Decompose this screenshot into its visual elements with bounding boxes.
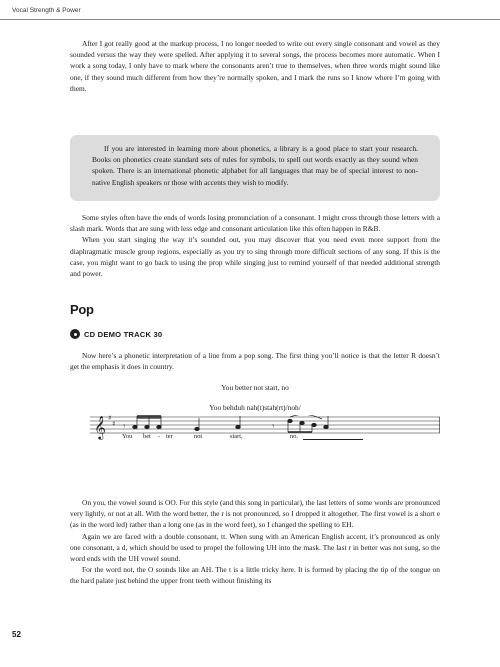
svg-text:𝄾: 𝄾 [272,422,275,432]
lyric-syllable: ter [166,433,173,440]
example-phonetic-line: Yoo behduh nah(t)stah(rt)/noh/ [209,403,301,412]
callout-text: If you are interested in learning more about phonetics, a library is a good place to start your research. Books on phonetics create standard sets of rules for symbols, to spell out words exactly as they sound when spoken. There is an international phonetic alphabet for all languages that may be of special interest to non-native English speakers or those with accents they wish to modify. [92,144,418,187]
cd-demo-label: CD DEMO TRACK 30 [84,329,163,339]
music-staff [90,415,440,475]
lyric-syllable: bet [143,433,151,440]
svg-text:𝄞: 𝄞 [94,415,106,439]
svg-text:♯: ♯ [112,420,116,428]
melisma-line [303,439,363,440]
cd-icon [70,329,80,339]
beamed-notes [133,416,161,429]
lyric-syllable: not [194,433,203,440]
cd-demo-track [70,329,162,339]
lyric-syllable: - [158,433,161,440]
svg-text:♯: ♯ [108,415,112,422]
paragraph: For the word not, the O sounds like an AH. The t is a little tricky here. It is formed by placing the tip of the tongue on the hard palate just behind the upper front teeth without finishing its [70,565,440,586]
example-lyric-line: You better not start, no [221,383,289,392]
lyric-syllable: You [122,433,133,440]
section-title: Pop [70,302,94,317]
rest-icon [123,422,126,432]
running-head: Vocal Strength & Power [12,7,81,14]
quarter-note [236,416,240,429]
paragraph-block-bottom [70,497,440,587]
paragraph: After I got really good at the markup process, I no longer needed to write out every single consonant and vowel as they sounded versus the way they were spelled. After applying it to several songs, the process becomes more automatic. When I work a song today, I only have to mark where the consonants aren’t true to themselves, when three words might sound like one, if they sound much different from how they’re normally spoken, and I mark the runs so I know where I’m going with them. [70,39,440,93]
lyric-syllable: no. [290,433,298,440]
music-lyrics [90,433,440,443]
callout-box [70,135,440,201]
page-number: 52 [12,630,21,639]
paragraph: Again we are faced with a double consonant, tt. When sung with an American English accent, it’s pronounced as only one consonant, a d, which should be used to propel the following UH into the mask. The last r in better was not sung, so the word ends with the UH vowel sound. [70,531,440,564]
rest-icon [272,422,275,432]
paragraph-block-intro [70,350,440,372]
paragraph-block-top [70,38,440,94]
slurred-notes [288,415,328,432]
paragraph: Now here’s a phonetic interpretation of a line from a pop song. The first thing you’ll notice is that the letter R doesn’t get the emphasis it does in country. [70,351,440,372]
paragraph: Some styles often have the ends of words losing pronunciation of a consonant. I might cross through those letters with a slash mark. Words that are sung with less edge and consonant articulation like this often happen in R&B. [70,213,440,234]
lyric-syllable: start, [230,433,243,440]
paragraph: When you start singing the way it’s sounded out, you may discover that you need even more support from the diaphragmatic muscle group regions, especially as you try to sing through more difficult sections of any song. If this is the case, you might want to go back to using the prop while singing just to remind yourself of that needed additional strength and power. [70,235,440,279]
paragraph: On you, the vowel sound is OO. For this style (and this song in particular), the last letters of some words are pronounced very lightly, or not at all. With the word better, the r is not pronounced, so I dropped it altogether. The first vowel is a short e (as in the word led) rather than a long one (as in the word feet), so I changed the spelling to EH. [70,498,440,530]
svg-text:𝄾: 𝄾 [123,422,126,432]
quarter-note [195,418,199,431]
header-rule [0,19,500,20]
paragraph-block-middle [70,212,440,279]
